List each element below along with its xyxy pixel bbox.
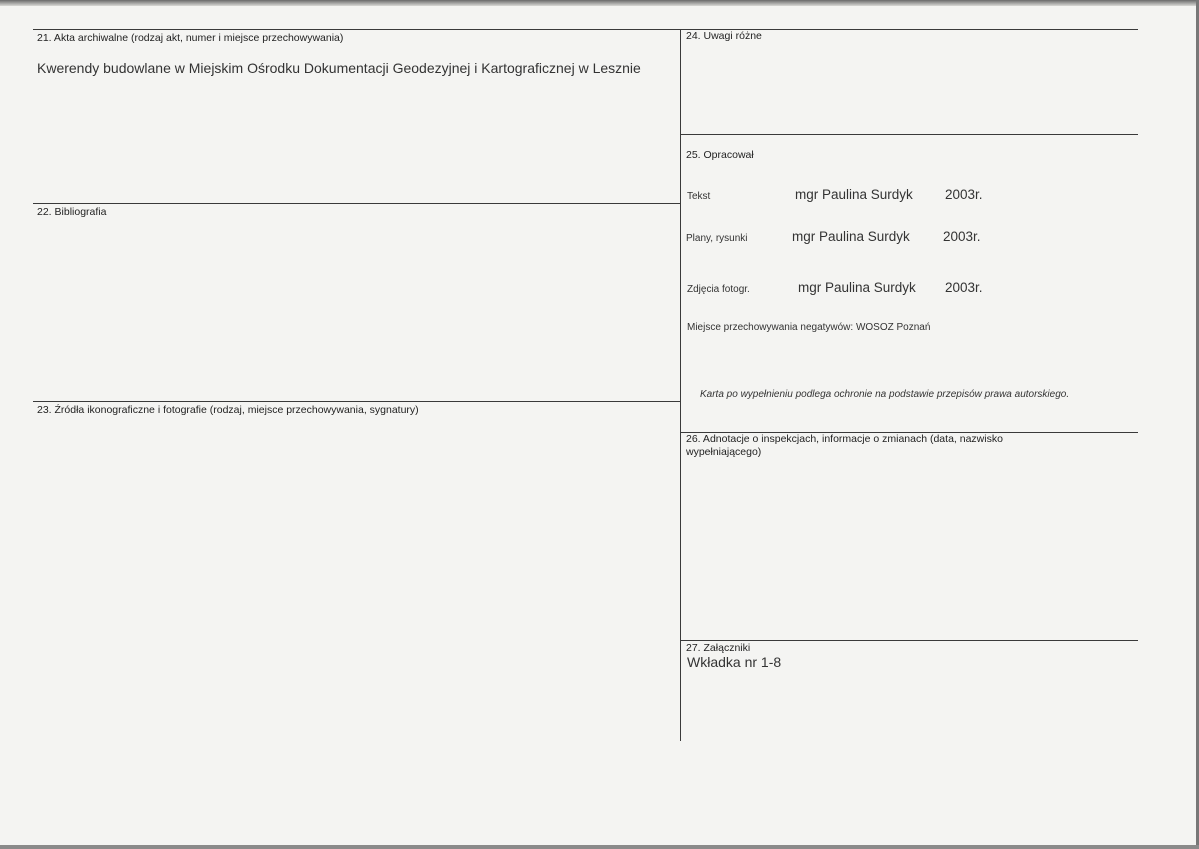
section-21-content: Kwerendy budowlane w Miejskim Ośrodku Dokumentacji Geodezyjnej i Kartograficznej w Lesznie <box>37 60 641 76</box>
opracowal-row-author: mgr Paulina Surdyk <box>795 187 913 202</box>
section-25-top-rule <box>680 134 1138 135</box>
section-25-label: 25. Opracował <box>686 149 754 161</box>
column-divider <box>680 29 681 741</box>
scan-bottom-edge <box>0 845 1199 849</box>
opracowal-row-year: 2003r. <box>945 280 983 295</box>
section-21-label: 21. Akta archiwalne (rodzaj akt, numer i miejsce przechowywania) <box>37 32 344 44</box>
section-21-top-rule <box>33 29 680 30</box>
section-24-label: 24. Uwagi różne <box>686 30 762 42</box>
copyright-note: Karta po wypełnieniu podlega ochronie na podstawie przepisów prawa autorskiego. <box>700 389 1070 400</box>
opracowal-row-author: mgr Paulina Surdyk <box>798 280 916 295</box>
opracowal-row-year: 2003r. <box>943 229 981 244</box>
section-27-top-rule <box>680 640 1138 641</box>
opracowal-row-label: Zdjęcia fotogr. <box>687 284 750 295</box>
opracowal-row-label: Tekst <box>687 191 711 202</box>
opracowal-row-label: Plany, rysunki <box>686 233 748 244</box>
opracowal-row-year: 2003r. <box>945 187 983 202</box>
section-23-top-rule <box>33 401 680 402</box>
section-23-label: 23. Źródła ikonograficzne i fotografie (rodzaj, miejsce przechowywania, sygnatury) <box>37 404 419 416</box>
section-22-label: 22. Bibliografia <box>37 206 107 218</box>
section-26-label: 26. Adnotacje o inspekcjach, informacje o zmianach (data, nazwisko wypełniającego) <box>686 433 1003 458</box>
scan-top-edge <box>0 0 1199 6</box>
section-27-content: Wkładka nr 1-8 <box>687 654 782 670</box>
opracowal-row-author: mgr Paulina Surdyk <box>792 229 910 244</box>
section-27-label: 27. Załączniki <box>686 642 751 654</box>
negatives-storage-text: Miejsce przechowywania negatywów: WOSOZ Poznań <box>687 322 931 333</box>
section-22-top-rule <box>33 203 680 204</box>
